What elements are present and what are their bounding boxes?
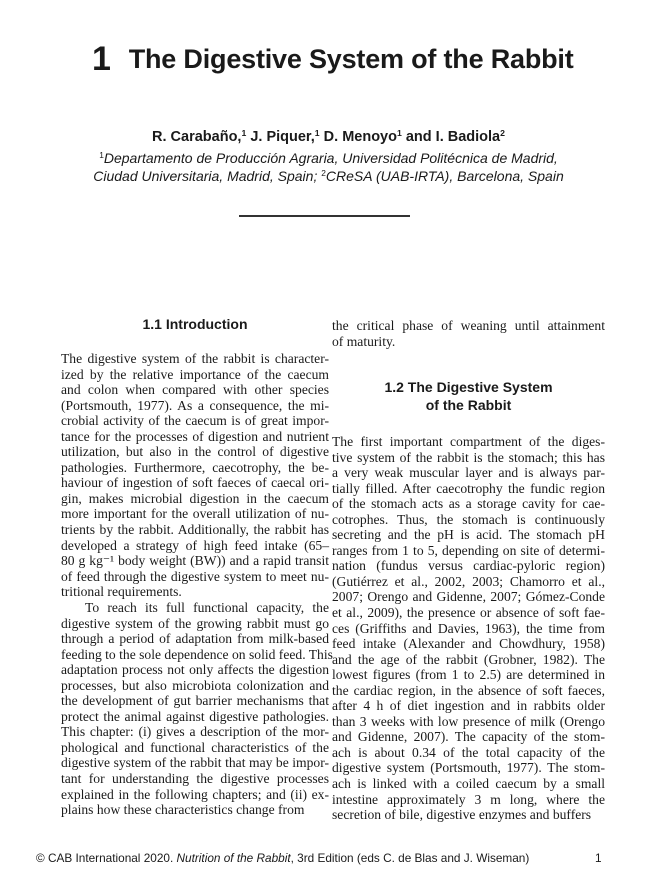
- text-line: adaptation process not only affects the digestion: [61, 662, 329, 678]
- section-heading-digestive-system: [332, 378, 605, 414]
- text-line: the development of gut barrier mechanisms that: [61, 693, 329, 709]
- text-line: trients by the rabbit. Additionally, the rabbit has: [61, 522, 329, 538]
- text-line: plains how these characteristics change from: [61, 802, 305, 818]
- text-line: and Gidenne, 2007). The capacity of the stom-: [332, 729, 605, 745]
- affiliation-text: CReSA (UAB-IRTA), Barcelona, Spain: [325, 168, 564, 184]
- text-line: nation (fundus versus cardiac-pyloric region): [332, 558, 605, 574]
- affiliation-text: Ciudad Universitaria, Madrid, Spain;: [93, 168, 322, 184]
- text-line: and the age of the rabbit (Grobner, 1982). The: [332, 651, 605, 667]
- text-line: cotrophes. Thus, the stomach is continuously: [332, 511, 605, 527]
- affiliation-line-2: [0, 167, 657, 185]
- author-affiliation-marker: 1: [314, 127, 320, 138]
- text-line: ranges from 1 to 5, depending on site of determi-: [332, 542, 605, 558]
- text-line: haviour of ingestion of soft faeces of caecal ori-: [61, 475, 329, 491]
- section-heading-introduction: 1.1 Introduction: [142, 316, 248, 332]
- text-line: protect the animal against digestive pathologies.: [61, 708, 329, 724]
- text-line: ach is linked with a coiled caecum by a small: [332, 776, 605, 792]
- text-line: ces (Griffiths and Davies, 1963), the time from: [332, 620, 605, 636]
- text-line: feeding to the sole dependence on solid feed. This: [61, 646, 333, 662]
- text-line: than 3 weeks with low presence of milk (Orengo: [332, 713, 605, 729]
- copyright-text: © CAB International 2020.: [36, 851, 177, 865]
- author-affiliation-marker: 1: [241, 127, 247, 138]
- paragraph-intro-2: [61, 600, 333, 818]
- text-line: of feed through the digestive system to meet nu-: [61, 568, 329, 584]
- author-name: R. Carabaño,: [152, 129, 242, 145]
- text-line: of the stomach acts as a storage cavity for cae-: [332, 496, 605, 512]
- text-line: feed intake (Alexander and Chowdhury, 1958): [332, 636, 605, 652]
- affiliation-marker: 2: [321, 167, 326, 178]
- text-line: processes, but also microbiota colonization and: [61, 677, 329, 693]
- text-line: 80 g kg⁻¹ body weight (BW)) and a rapid transit: [61, 553, 329, 569]
- text-line: lowest figures (from 1 to 2.5) are determined in: [332, 667, 605, 683]
- text-line: utilization, but also in the control of digestive: [61, 444, 329, 460]
- text-line: phological and functional characteristics of the: [61, 739, 329, 755]
- text-line: ized by the relative importance of the caecum: [61, 366, 329, 382]
- text-line: and colon when compared with other species: [61, 382, 329, 398]
- page-footer: [36, 851, 596, 865]
- text-line: tance for the processes of digestion and nutrient: [61, 428, 329, 444]
- text-line: intestine approximately 3 m long, where the: [332, 791, 605, 807]
- page-number: 1: [595, 851, 602, 865]
- book-title: Nutrition of the Rabbit: [176, 851, 291, 865]
- chapter-number: 1: [92, 40, 111, 78]
- text-line: ach is about 0.34 of the total capacity of the: [332, 744, 605, 760]
- author-name: D. Menoyo: [319, 129, 397, 145]
- text-line: the cardiac region, in the absence of soft faeces,: [332, 682, 605, 698]
- text-line: after 4 h of diet ingestion and in rabbits older: [332, 698, 605, 714]
- text-line: tritional requirements.: [61, 584, 182, 600]
- author-name: J. Piquer,: [246, 129, 315, 145]
- text-line: of maturity.: [332, 333, 396, 349]
- text-line: tially filled. After caecotrophy the fundic region: [332, 480, 605, 496]
- paragraph-continuation: [332, 318, 605, 349]
- text-line: secreting and the pH is acid. The stomach pH: [332, 527, 605, 543]
- text-line: digestive system of the growing rabbit must go: [61, 615, 329, 631]
- text-line: gin, makes microbial digestion in the caecum: [61, 490, 329, 506]
- author-name: and I. Badiola: [401, 129, 501, 145]
- text-line: explained in the following chapters; and (ii) ex-: [61, 786, 329, 802]
- text-line: To reach its full functional capacity, the: [85, 600, 329, 615]
- text-line: (Gutiérrez et al., 2002, 2003; Chamorro et al.,: [332, 573, 605, 589]
- edition-text: , 3rd Edition (eds C. de Blas and J. Wiseman): [290, 851, 530, 865]
- text-line: (Portsmouth, 1977). As a consequence, the mi-: [61, 397, 329, 413]
- text-line: tant for understanding the digestive processes: [61, 771, 329, 787]
- text-line: a very weak muscular layer and is always par-: [332, 465, 605, 481]
- text-line: developed a strategy of high feed intake (65–: [61, 537, 329, 553]
- text-line: digestive system of the rabbit that may be impor-: [61, 755, 329, 771]
- title-divider: [239, 215, 410, 217]
- author-list: [0, 129, 657, 145]
- text-line: crobial activity of the caecum is of great impor-: [61, 413, 329, 429]
- text-line: more important for the overall utilization of nu-: [61, 506, 329, 522]
- affiliation-text: Departamento de Producción Agraria, Universidad Politécnica de Madrid,: [103, 150, 558, 166]
- section-heading-line: 1.2 The Digestive System: [384, 379, 553, 395]
- paragraph-digestive-system: [332, 434, 605, 823]
- text-line: through a period of adaptation from milk-based: [61, 631, 329, 647]
- text-line: 2007; Orengo and Gidenne, 2007; Gómez-Conde: [332, 589, 605, 605]
- text-line: The first important compartment of the diges-: [332, 434, 605, 449]
- author-affiliation-marker: 1: [396, 127, 402, 138]
- section-heading-line: of the Rabbit: [425, 397, 512, 413]
- text-line: tive system of the rabbit is the stomach; this has: [332, 449, 605, 465]
- affiliation-marker: 1: [99, 149, 104, 160]
- chapter-title-text: The Digestive System of the Rabbit: [128, 44, 574, 74]
- text-line: The digestive system of the rabbit is character-: [61, 351, 329, 366]
- paragraph-intro-1: [61, 351, 329, 600]
- text-line: secretion of bile, digestive enzymes and buffers: [332, 807, 592, 823]
- text-line: digestive system (Portsmouth, 1977). The stom-: [332, 760, 605, 776]
- chapter-title: [92, 40, 612, 79]
- affiliations: [0, 149, 657, 185]
- text-line: pathologies. Furthermore, caecotrophy, the be-: [61, 459, 329, 475]
- text-line: the critical phase of weaning until attainment: [332, 318, 605, 333]
- text-line: This chapter: (i) gives a description of the mor-: [61, 724, 329, 740]
- text-line: et al., 2009), the presence or absence of soft fae-: [332, 605, 605, 621]
- author-affiliation-marker: 2: [500, 127, 505, 138]
- affiliation-line-1: [0, 149, 657, 167]
